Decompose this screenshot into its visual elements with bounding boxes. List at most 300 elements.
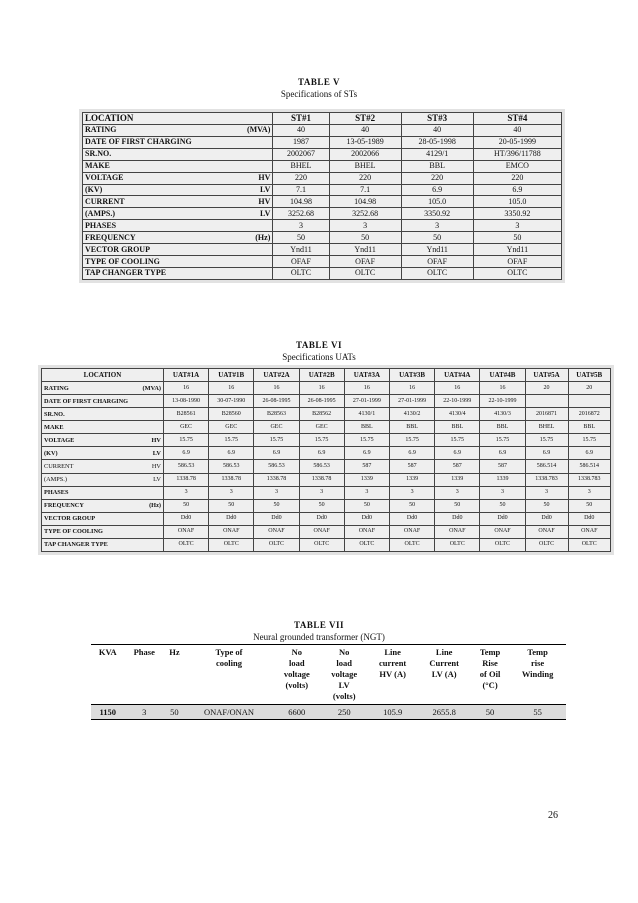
table-cell: 3 (525, 486, 568, 499)
row-label-cell (42, 512, 164, 525)
table-cell: 15.75 (163, 434, 208, 447)
table-cell: 15.75 (299, 434, 344, 447)
table-cell: 55 (509, 705, 566, 720)
row-label (44, 463, 161, 470)
column-header-line: voltage (331, 669, 358, 679)
column-header-line: of Oil (479, 669, 501, 679)
row-label-cell (83, 136, 273, 148)
table-cell: 105.0 (401, 196, 473, 208)
table-cell: 104.98 (329, 196, 401, 208)
row-label (85, 174, 270, 182)
table-cell: Dd0 (568, 512, 610, 525)
column-header: UAT#2B (299, 369, 344, 382)
table-row (42, 382, 611, 395)
table-cell: 15.75 (389, 434, 434, 447)
row-label (44, 476, 161, 483)
column-header: ST#1 (273, 113, 329, 125)
table-cell: 6.9 (525, 447, 568, 460)
table-cell: 26-08-1995 (254, 395, 299, 408)
row-label-cell (42, 486, 164, 499)
row-label-cell (42, 499, 164, 512)
row-label-text: PHASES (85, 220, 117, 230)
row-label (85, 246, 270, 254)
table-cell: Dd0 (389, 512, 434, 525)
table-cell: 3 (435, 486, 480, 499)
row-label-cell (42, 538, 164, 551)
row-unit: (Hz) (149, 502, 161, 510)
table-cell: 6.9 (254, 447, 299, 460)
table-cell: B28563 (254, 408, 299, 421)
table-cell: OLTC (209, 538, 254, 551)
table-cell: 40 (401, 124, 473, 136)
row-unit: HV (151, 462, 161, 470)
row-unit: (MVA) (246, 125, 271, 135)
table-cell: 50 (568, 499, 610, 512)
table-cell: 26-08-1995 (299, 395, 344, 408)
row-label (85, 186, 270, 194)
column-header-line: KVA (98, 647, 117, 657)
table-cell: OFAF (473, 256, 561, 268)
column-header-line: Winding (521, 669, 554, 679)
column-header-line: current (379, 658, 407, 668)
column-header: ST#3 (401, 113, 473, 125)
row-label-text: TAP CHANGER TYPE (44, 541, 108, 549)
table-cell: 1987 (273, 136, 329, 148)
row-label (44, 424, 161, 431)
table-cell: 105.9 (368, 705, 418, 720)
table-cell: OLTC (273, 267, 329, 279)
table-cell: 50 (164, 705, 185, 720)
table-cell: 7.1 (273, 184, 329, 196)
table-header-row (42, 369, 611, 382)
table-cell: BBL (568, 421, 610, 434)
table-cell: 4130/2 (389, 408, 434, 421)
table-cell: 3252.68 (273, 208, 329, 220)
table-cell: BBL (480, 421, 525, 434)
column-header: UAT#5A (525, 369, 568, 382)
table-cell: BBL (389, 421, 434, 434)
table-cell: OLTC (525, 538, 568, 551)
table-cell: B28562 (299, 408, 344, 421)
table-cell: 16 (389, 382, 434, 395)
table-cell (568, 395, 610, 408)
table-cell: 586.53 (299, 460, 344, 473)
column-header-line: load (336, 658, 352, 668)
table-cell: 1339 (435, 473, 480, 486)
column-header-line: (volts) (332, 691, 356, 701)
table-cell: 50 (299, 499, 344, 512)
table-cell: 15.75 (209, 434, 254, 447)
table-cell: 27-01-1999 (389, 395, 434, 408)
column-header-line: Type of (215, 647, 243, 657)
table-cell: 6600 (273, 705, 320, 720)
table-v-image (79, 109, 565, 283)
table-cell: 3 (209, 486, 254, 499)
row-label-cell (83, 208, 273, 220)
table-row (42, 408, 611, 421)
column-header: UAT#4A (435, 369, 480, 382)
row-label (85, 198, 270, 206)
table-cell: EMCO (473, 160, 561, 172)
table-cell: 6.9 (344, 447, 389, 460)
row-label (85, 234, 270, 242)
table-cell: 2002066 (329, 148, 401, 160)
table-cell: Dd0 (525, 512, 568, 525)
table-cell: 586.53 (209, 460, 254, 473)
table-cell: 15.75 (435, 434, 480, 447)
table-cell: ONAF (568, 525, 610, 538)
row-label (44, 450, 161, 457)
table-cell: OFAF (329, 256, 401, 268)
row-label (44, 502, 161, 509)
table-cell: 16 (163, 382, 208, 395)
row-label-text: FREQUENCY (85, 232, 136, 242)
table-cell: 220 (329, 172, 401, 184)
table-row (83, 184, 562, 196)
table-row (42, 421, 611, 434)
table-cell: ONAF (209, 525, 254, 538)
table-vii-label: TABLE VII (294, 620, 344, 630)
table-cell: 3 (473, 220, 561, 232)
table-cell: 2002067 (273, 148, 329, 160)
table-cell: 3252.68 (329, 208, 401, 220)
column-header-line: Line (384, 647, 401, 657)
row-label (85, 258, 270, 266)
table-row (83, 232, 562, 244)
table-cell: 6.9 (209, 447, 254, 460)
column-header-line: No (291, 647, 302, 657)
row-label-cell (83, 196, 273, 208)
table-row (83, 208, 562, 220)
row-label-text: MAKE (44, 423, 64, 431)
table-cell: 50 (329, 232, 401, 244)
column-header (125, 645, 164, 705)
table-row (42, 512, 611, 525)
row-label (85, 126, 270, 134)
table-cell: 1338.78 (209, 473, 254, 486)
table-cell: 3 (568, 486, 610, 499)
column-header: UAT#3B (389, 369, 434, 382)
table-cell: ONAF (163, 525, 208, 538)
table-cell: 3 (254, 486, 299, 499)
table-cell: GEC (209, 421, 254, 434)
table-cell: Dd0 (254, 512, 299, 525)
row-label-text: (KV) (44, 449, 58, 457)
table-cell: ONAF (389, 525, 434, 538)
row-unit: HV (258, 196, 271, 206)
table-cell: ONAF (525, 525, 568, 538)
table-cell: 40 (273, 124, 329, 136)
column-header-line: LV (338, 680, 350, 690)
row-label-cell (42, 382, 164, 395)
table-row (83, 172, 562, 184)
table-cell: 3 (401, 220, 473, 232)
row-label-text: VOLTAGE (44, 436, 75, 444)
table-cell: 6.9 (299, 447, 344, 460)
table-cell: 1338.783 (525, 473, 568, 486)
table-cell: BBL (344, 421, 389, 434)
table-vi-caption (0, 339, 638, 363)
table-cell: 16 (344, 382, 389, 395)
row-label-text: (KV) (85, 184, 103, 194)
table-cell: 3350.92 (401, 208, 473, 220)
table-cell: 50 (473, 232, 561, 244)
column-header (321, 645, 368, 705)
row-label-cell (83, 184, 273, 196)
table-cell: 6.9 (480, 447, 525, 460)
table-cell: 3350.92 (473, 208, 561, 220)
table-cell: 13-05-1989 (329, 136, 401, 148)
column-header-line: load (289, 658, 305, 668)
row-unit: LV (259, 184, 271, 194)
table-cell: 2016872 (568, 408, 610, 421)
table-cell: HT/396/11788 (473, 148, 561, 160)
row-label-cell (42, 421, 164, 434)
table-cell: 50 (389, 499, 434, 512)
column-header (368, 645, 418, 705)
table-cell: Dd0 (435, 512, 480, 525)
column-header-line: HV (A) (379, 669, 406, 679)
table-cell: 15.75 (480, 434, 525, 447)
column-header-line: Hz (169, 647, 180, 657)
table-cell: 50 (163, 499, 208, 512)
table-cell: 50 (273, 232, 329, 244)
table-cell: 1339 (344, 473, 389, 486)
table-cell: 27-01-1999 (344, 395, 389, 408)
table-cell: 1339 (480, 473, 525, 486)
table-cell: 20 (525, 382, 568, 395)
row-label-text: RATING (44, 384, 69, 392)
row-unit: HV (258, 173, 271, 183)
table-row (83, 160, 562, 172)
table-cell: 50 (435, 499, 480, 512)
table-cell: OFAF (273, 256, 329, 268)
table-row (83, 244, 562, 256)
row-label-text: DATE OF FIRST CHARGING (85, 137, 192, 147)
table-v (82, 112, 562, 280)
table-cell: 3 (389, 486, 434, 499)
table-cell: 587 (389, 460, 434, 473)
table-cell: 250 (321, 705, 368, 720)
column-header-line: No (339, 647, 350, 657)
table-cell: Dd0 (163, 512, 208, 525)
column-header (185, 645, 273, 705)
table-row (42, 486, 611, 499)
table-vi-label: TABLE VI (296, 340, 342, 350)
column-header-line: Rise (482, 658, 498, 668)
row-label (85, 150, 270, 158)
column-header-line: Temp (527, 647, 548, 657)
table-cell: 15.75 (254, 434, 299, 447)
table-cell: 220 (273, 172, 329, 184)
row-label-text: RATING (85, 125, 117, 135)
column-header: UAT#4B (480, 369, 525, 382)
table-cell: 50 (209, 499, 254, 512)
table-cell: ONAF/ONAN (185, 705, 273, 720)
table-cell: 20 (568, 382, 610, 395)
row-label-text: (AMPS.) (85, 208, 115, 218)
table-cell: 3 (125, 705, 164, 720)
column-header: UAT#1A (163, 369, 208, 382)
row-label (85, 138, 270, 146)
table-cell: BHEL (329, 160, 401, 172)
table-cell: ONAF (480, 525, 525, 538)
column-header (164, 645, 185, 705)
table-cell: 50 (401, 232, 473, 244)
column-header: UAT#3A (344, 369, 389, 382)
table-cell: 22-10-1999 (435, 395, 480, 408)
table-vi-image (38, 365, 614, 555)
table-cell: OLTC (329, 267, 401, 279)
row-label-cell (83, 172, 273, 184)
row-label (44, 437, 161, 444)
table-cell: ONAF (435, 525, 480, 538)
row-label (44, 489, 161, 496)
table-cell: GEC (163, 421, 208, 434)
table-cell: 16 (435, 382, 480, 395)
row-unit: HV (151, 436, 161, 444)
row-label-cell (42, 434, 164, 447)
table-cell (525, 395, 568, 408)
row-label-cell (42, 447, 164, 460)
row-label-text: TAP CHANGER TYPE (85, 268, 167, 278)
table-cell: 13-08-1990 (163, 395, 208, 408)
row-label-cell (83, 160, 273, 172)
table-row (83, 267, 562, 279)
table-row (83, 148, 562, 160)
table-cell: 6.9 (163, 447, 208, 460)
table-cell: 586.53 (163, 460, 208, 473)
table-cell: OLTC (163, 538, 208, 551)
column-header-line: cooling (216, 658, 242, 668)
table-vii (91, 644, 566, 720)
table-cell: 22-10-1999 (480, 395, 525, 408)
table-cell: OLTC (344, 538, 389, 551)
column-header-line: voltage (283, 669, 310, 679)
table-cell: 3 (299, 486, 344, 499)
table-v-title: Specifications of STs (280, 89, 358, 99)
table-cell: OLTC (473, 267, 561, 279)
table-cell: 586.514 (568, 460, 610, 473)
row-label-text: VOLTAGE (85, 173, 124, 183)
table-cell: 50 (254, 499, 299, 512)
page-number: 26 (548, 810, 558, 821)
column-header: UAT#2A (254, 369, 299, 382)
row-unit: (Hz) (255, 232, 271, 242)
row-unit: LV (259, 208, 271, 218)
table-cell: 2655.8 (417, 705, 471, 720)
table-row (83, 124, 562, 136)
column-header-line: Phase (133, 647, 155, 657)
row-label-cell (42, 395, 164, 408)
row-label (85, 210, 270, 218)
table-cell: 4129/1 (401, 148, 473, 160)
row-label-text: SR.NO. (85, 149, 112, 159)
table-cell: Ynd11 (273, 244, 329, 256)
table-cell: OLTC (401, 267, 473, 279)
table-cell: 20-05-1999 (473, 136, 561, 148)
table-cell: Dd0 (344, 512, 389, 525)
table-cell: 3 (344, 486, 389, 499)
table-cell: 587 (435, 460, 480, 473)
row-label (85, 222, 270, 230)
table-cell: OLTC (568, 538, 610, 551)
table-cell: Ynd11 (473, 244, 561, 256)
table-cell: 6.9 (568, 447, 610, 460)
table-cell: OLTC (299, 538, 344, 551)
row-label (44, 541, 161, 548)
row-unit: LV (152, 449, 161, 457)
column-header (471, 645, 509, 705)
table-vii-title: Neural grounded transformer (NGT) (253, 632, 385, 642)
row-unit: LV (153, 476, 161, 484)
row-label-cell (83, 267, 273, 279)
table-cell: 16 (299, 382, 344, 395)
table-row (42, 473, 611, 486)
table-cell: 50 (344, 499, 389, 512)
table-cell: Dd0 (480, 512, 525, 525)
table-cell: 220 (401, 172, 473, 184)
table-cell: 586.53 (254, 460, 299, 473)
table-v-label: TABLE V (298, 77, 340, 87)
row-label-text: VECTOR GROUP (44, 515, 96, 523)
table-cell: 16 (254, 382, 299, 395)
table-cell: 15.75 (568, 434, 610, 447)
row-label-cell (83, 220, 273, 232)
table-vii-header-row (91, 645, 566, 705)
column-header-location: LOCATION (42, 369, 164, 382)
column-header-line: (volts) (285, 680, 309, 690)
table-cell: 587 (344, 460, 389, 473)
column-header-line: Current (429, 658, 459, 668)
column-header-line: Temp (479, 647, 501, 657)
table-vi-title: Specifications UATs (282, 352, 356, 362)
row-label-text: PHASES (44, 489, 69, 497)
table-cell: 50 (525, 499, 568, 512)
row-label (44, 385, 161, 392)
table-cell: 28-05-1998 (401, 136, 473, 148)
row-label-cell (83, 256, 273, 268)
table-vi (41, 368, 611, 552)
column-header: ST#4 (473, 113, 561, 125)
table-cell: ONAF (299, 525, 344, 538)
row-label (44, 411, 161, 418)
row-unit: (MVA) (142, 384, 161, 392)
column-header-line: Line (435, 647, 453, 657)
table-cell: B28561 (163, 408, 208, 421)
column-header (273, 645, 320, 705)
table-cell: 6.9 (401, 184, 473, 196)
table-v-caption (0, 76, 638, 100)
table-cell: OLTC (389, 538, 434, 551)
column-header (509, 645, 566, 705)
table-cell: 30-07-1990 (209, 395, 254, 408)
table-cell: BHEL (525, 421, 568, 434)
row-label-text: MAKE (85, 161, 110, 171)
table-cell: 16 (480, 382, 525, 395)
column-header-line: LV (A) (431, 669, 457, 679)
table-header-row (83, 113, 562, 125)
table-cell: OLTC (480, 538, 525, 551)
table-cell: GEC (254, 421, 299, 434)
table-cell: OFAF (401, 256, 473, 268)
table-row (42, 460, 611, 473)
table-cell: 6.9 (389, 447, 434, 460)
table-cell: 4130/3 (480, 408, 525, 421)
column-header-line: (°C) (482, 680, 498, 690)
table-cell: 1338.78 (299, 473, 344, 486)
table-cell: 50 (480, 499, 525, 512)
